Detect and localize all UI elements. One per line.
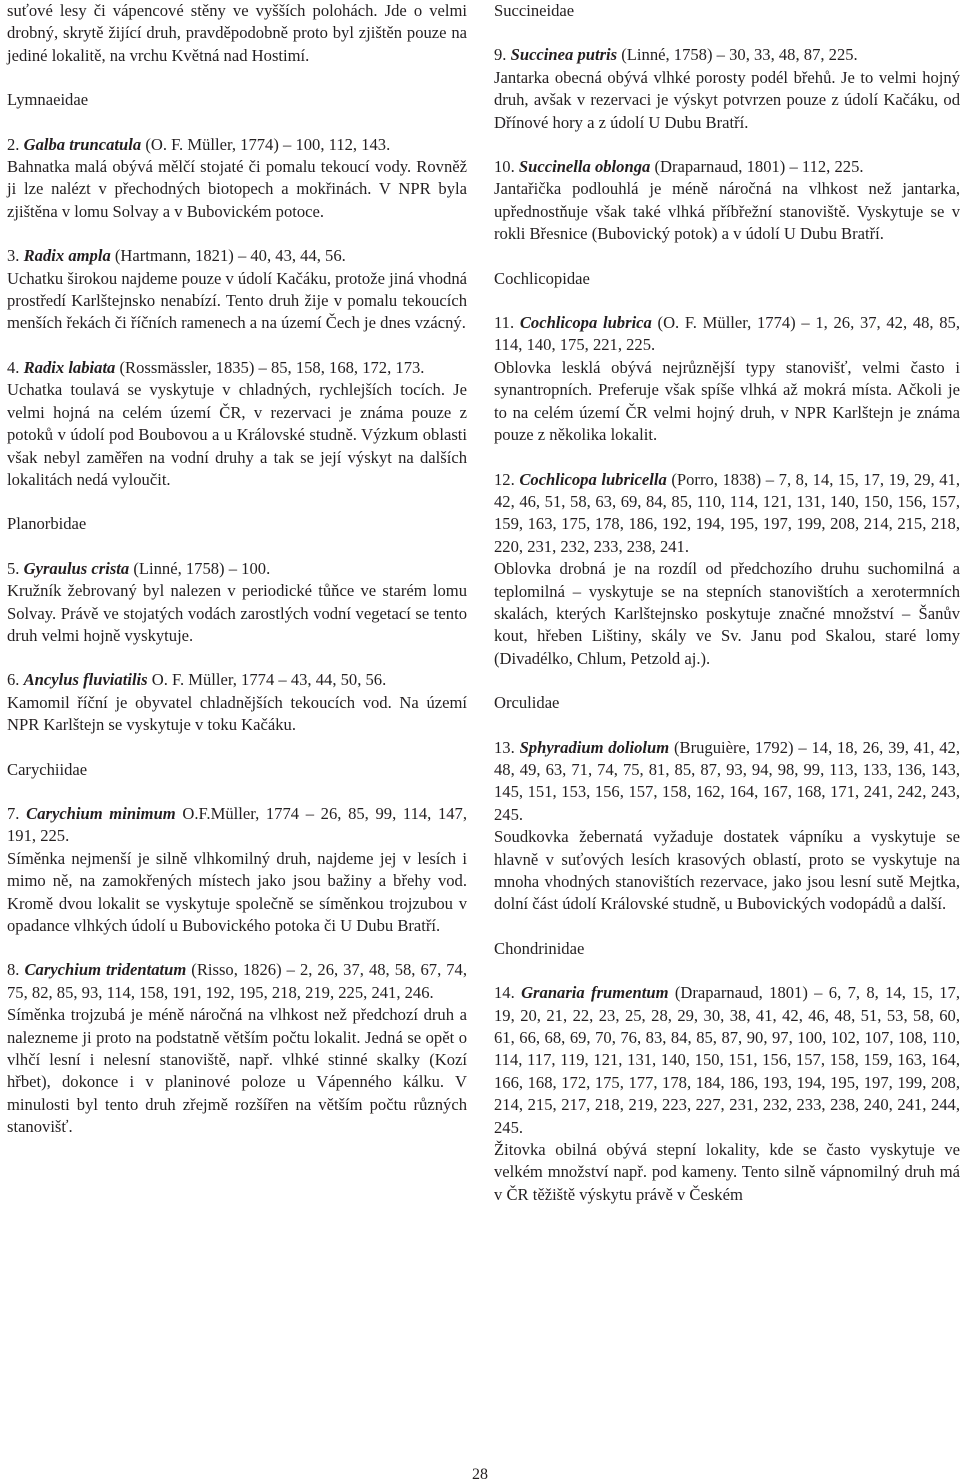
species-refs: O. F. Müller, 1774 – 43, 44, 50, 56. — [151, 670, 387, 690]
species-description-12: Oblovka drobná je na rozdíl od předchozího druhu suchomilná a teplomilná – vyskytuje se na stepních stanovištích a xerotermních skalách, kterých Karlštejnsko poskytuje značné množství – Šanův kout, hřeben Lištiny, skály ve Sv. Janu pod Skalou, staré lomy (Divadélko, Chlum, Petzold aj.). — [494, 559, 960, 668]
species-entry-9 — [494, 44, 960, 66]
species-name: Granaria frumentum — [521, 983, 669, 1003]
species-entry-8 — [7, 959, 467, 1004]
species-description-8: Síměnka trojzubá je méně náročná na vlhkost než předchozí druh a nalezneme ji proto na podstatně větším počtu lokalit. Jedná se opět o vlhčí lesní i nelesní stanoviště, např. vlhké stinné skalky (Kozí hřbet), dokonce i v planinové poloze u Vápenného kálku. V minulosti byl tento druh zřejmě rozšířen na větším počtu různých stanovišť. — [7, 1005, 467, 1137]
species-name: Succinea putris — [510, 45, 618, 65]
family-heading-succineidae: Succineidae — [494, 1, 575, 20]
page-number: 28 — [472, 1466, 488, 1483]
family-heading-lymnaeidae: Lymnaeidae — [7, 90, 89, 110]
species-number: 13. — [494, 737, 515, 757]
species-name: Sphyradium doliolum — [519, 737, 670, 757]
species-description-9: Jantarka obecná obývá vlhké porosty podél břehů. Je to velmi hojný druh, avšak v rezervaci je výskyt potvrzen pouze z údolí Kačáku, od Dřínové hory a z údolí U Dubu Bratří. — [494, 67, 960, 132]
species-entry-12 — [494, 469, 960, 559]
species-number: 7. — [7, 803, 20, 823]
species-description-10: Jantařička podlouhlá je méně náročná na vlhkost než jantarka, upřednostňuje však také vlhká příbřežní stanoviště. Vyskytuje se v rokli Břesnice (Bubovický potok) a v údolí U Dubu Bratří. — [494, 179, 960, 244]
intro-paragraph: suťové lesy či vápencové stěny ve vyšších polohách. Jde o velmi drobný, skrytě žijící druh, pravděpodobně proto byl zjištěn pouze na jediné lokalitě, na vrchu Květná nad Hostimí. — [7, 1, 467, 65]
species-description-3: Uchatku širokou najdeme pouze v údolí Kačáku, protože jiná vhodná prostředí Karlštejnsko nenabízí. Tento druh žije v pomalu tekoucích menších řekách či říčních ramenech a na území Čech je dnes vzácný. — [7, 268, 467, 333]
species-entry-6 — [7, 669, 467, 691]
species-entry-14 — [494, 982, 960, 1139]
species-number: 5. — [7, 558, 20, 578]
species-description-5: Kružník žebrovaný byl nalezen v periodické tůňce ve starém lomu Solvay. Právě ve stojatých vodách zarostlých vodní vegetací se tento druh velmi hojně vyskytuje. — [7, 581, 467, 645]
species-name: Radix ampla — [23, 246, 111, 266]
species-refs: (Linné, 1758) – 100. — [133, 558, 271, 578]
species-refs: (Risso, 1826) – 2, 26, 37, 48, 58, 67, 74, 75, 82, 85, 93, 114, 158, 191, 192, 195, 218, 219, 225, 241, 246. — [7, 960, 467, 1002]
species-name: Radix labiata — [23, 357, 116, 377]
family-heading-cochlicopidae: Cochlicopidae — [494, 268, 590, 288]
species-refs: (O. F. Müller, 1774) – 100, 112, 143. — [145, 134, 391, 154]
species-refs: (Porro, 1838) – 7, 8, 14, 15, 17, 19, 29, 41, 42, 46, 51, 58, 63, 69, 84, 85, 110, 114, 121, 131, 140, 150, 156, 157, 159, 163, 175, 178, 186, 192, 194, 195, 197, 199, 208, 214, 215, 218, 220, 231, 232, 233, 238, 241. — [494, 469, 960, 556]
species-name: Carychium minimum — [26, 803, 176, 823]
species-description-4: Uchatka toulavá se vyskytuje v chladných, rychlejších tocích. Je velmi hojná na celém území ČR, v rezervaci je známa pouze z potoků v údolí pod Boubovou a u Královské studně. Výzkum oblasti však nebyl zaměřen na vodní druhy a tak se její výskyt na dalších lokalitách nedá vyloučit. — [7, 380, 467, 489]
species-description-11: Oblovka lesklá obývá nejrůznější typy stanovišť, velmi často i synantropních. Preferuje však spíše vlhká až mokrá místa. Ačkoli je to na celém území ČR velmi hojný druh, v NPR Karlštejn je známa pouze z několika lokalit. — [494, 357, 960, 445]
species-number: 10. — [494, 157, 515, 177]
species-number: 9. — [494, 45, 507, 65]
species-name: Galba truncatula — [23, 134, 142, 154]
species-entry-4 — [7, 357, 467, 379]
species-number: 2. — [7, 134, 20, 154]
family-heading-carychiidae: Carychiidae — [7, 759, 88, 779]
species-number: 11. — [494, 313, 515, 333]
right-column — [494, 0, 960, 1206]
species-description-13: Soudkovka žebernatá vyžaduje dostatek vápníku a vyskytuje se hlavně v suťových lesích krasových oblastí, proto se vyskytuje na mnoha vhodných stanovištích rezervace, jako jsou lesní sutě Mejtka, dolní část údolí Královské studně, u Bubovických vodopádů a další. — [494, 827, 960, 914]
species-name: Succinella oblonga — [518, 157, 651, 177]
species-description-6: Kamomil říční je obyvatel chladnějších tekoucích vod. Na území NPR Karlštejn se vyskytuje v toku Kačáku. — [7, 692, 467, 735]
species-name: Ancylus fluviatilis — [23, 670, 148, 690]
species-entry-7 — [7, 803, 467, 848]
species-refs: (Draparnaud, 1801) – 112, 225. — [654, 157, 864, 177]
species-description-14: Žitovka obilná obývá stepní lokality, kde se často vyskytuje ve velkém množství např. pod kameny. Tento silně vápnomilný druh má v ČR těžiště výskytu právě v Českém — [494, 1140, 960, 1204]
species-number: 14. — [494, 983, 515, 1003]
species-refs: (O. F. Müller, 1774) – 1, 26, 37, 42, 48, 85, 114, 140, 175, 221, 225. — [494, 313, 960, 355]
species-entry-10 — [494, 156, 960, 178]
species-entry-11 — [494, 312, 960, 357]
species-description-2: Bahnatka malá obývá mělčí stojaté či pomalu tekoucí vody. Rovněž ji lze nalézt v přechodných biotopech a mokřinách. V NPR byla zjištěna v lomu Solvay a v Bubovickém potoce. — [7, 157, 467, 221]
species-refs: (Linné, 1758) – 30, 33, 48, 87, 225. — [621, 45, 858, 65]
left-column — [7, 0, 467, 1139]
species-name: Cochlicopa lubrica — [519, 313, 652, 333]
species-name: Carychium tridentatum — [24, 960, 187, 980]
species-refs: (Rossmässler, 1835) – 85, 158, 168, 172, 173. — [119, 357, 425, 377]
species-entry-3 — [7, 245, 467, 267]
family-heading-orculidae: Orculidae — [494, 693, 560, 713]
species-refs: (Hartmann, 1821) – 40, 43, 44, 56. — [114, 246, 346, 266]
species-number: 8. — [7, 960, 20, 980]
species-number: 6. — [7, 670, 20, 690]
species-entry-2 — [7, 134, 467, 156]
species-refs: (Draparnaud, 1801) – 6, 7, 8, 14, 15, 17, 19, 20, 21, 22, 23, 25, 28, 29, 30, 38, 41, 42, 46, 48, 51, 53, 58, 60, 61, 66, 68, 69, 70, 76, 83, 84, 85, 87, 90, 97, 100, 102, 107, 108, 110, 114, 117, 119, 121, 131, 140, 150, 151, 156, 157, 158, 159, 163, 164, 166, 168, 172, 175, 177, 178, 184, 186, 193, 194, 195, 197, 199, 208, 214, 215, 217, 218, 219, 223, 227, 231, 232, 233, 238, 240, 241, 244, 245. — [494, 983, 960, 1137]
species-number: 3. — [7, 246, 20, 266]
species-entry-13 — [494, 737, 960, 827]
species-name: Cochlicopa lubricella — [519, 469, 667, 489]
species-refs: (Bruguière, 1792) – 14, 18, 26, 39, 41, 42, 48, 49, 63, 71, 74, 75, 81, 85, 87, 93, 94, 98, 99, 113, 133, 136, 143, 145, 151, 153, 156, 157, 158, 162, 164, 167, 168, 171, 241, 242, 243, 245. — [494, 737, 960, 824]
family-heading-chondrinidae: Chondrinidae — [494, 938, 585, 958]
species-description-7: Síměnka nejmenší je silně vlhkomilný druh, najdeme jej v lesích i mimo ně, na zamokřených místech jako jsou bažiny a břehy vod. Kromě dvou lokalit se vyskytuje společně se síměnkou trojzubou v opadance vlhkých údolí u Bubovického potoka či U Dubu Bratří. — [7, 848, 467, 935]
species-entry-5 — [7, 558, 467, 580]
species-name: Gyraulus crista — [23, 558, 130, 578]
species-refs: O.F.Müller, 1774 – 26, 85, 99, 114, 147, 191, 225. — [7, 803, 468, 846]
species-number: 12. — [494, 469, 515, 489]
species-number: 4. — [7, 357, 20, 377]
family-heading-planorbidae: Planorbidae — [7, 514, 87, 534]
